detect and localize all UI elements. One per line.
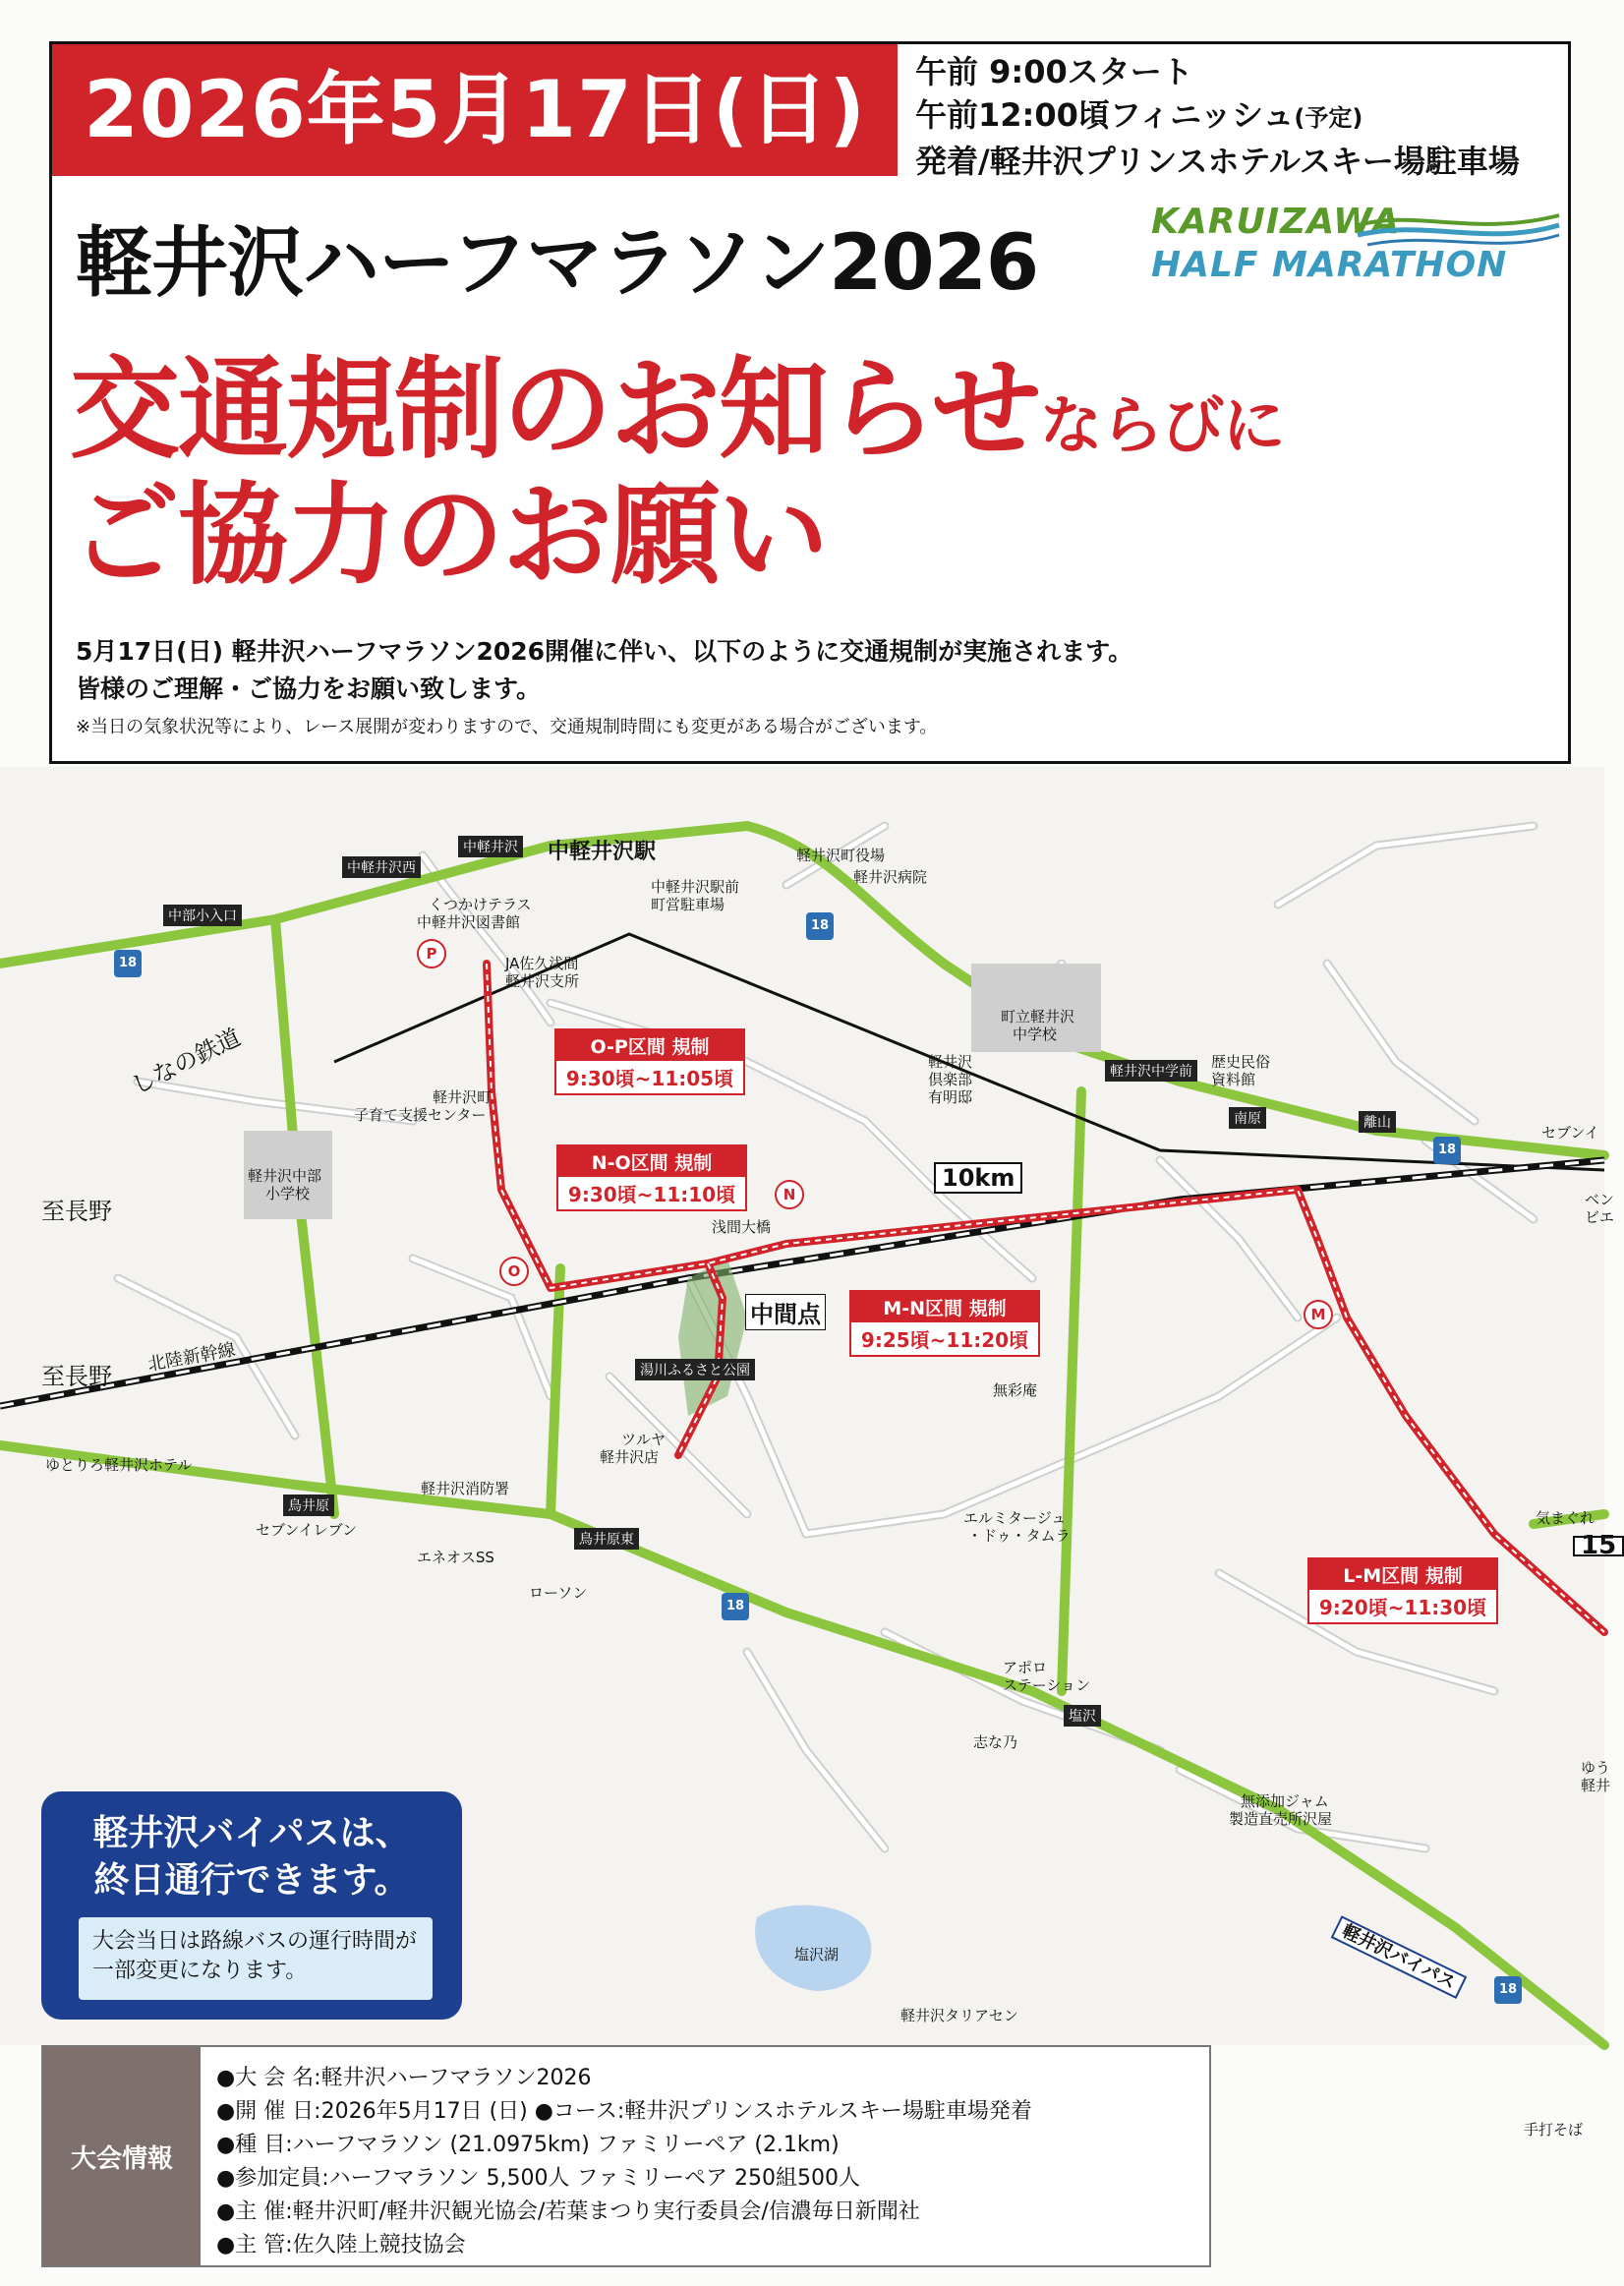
place-label: 気まぐれ [1536, 1509, 1595, 1527]
route-18-icon: 18 [1433, 1137, 1461, 1164]
finish-time-row [915, 93, 1520, 140]
railways [0, 934, 1604, 1406]
railway-label: しなの鉄道 [127, 1023, 246, 1100]
intro-text: 5月17日(日) 軽井沢ハーフマラソン2026開催に伴い、以下のように交通規制が実施されます。 [76, 637, 1133, 666]
place-label: 有明邸 [928, 1088, 973, 1106]
point-o: O [499, 1257, 529, 1286]
intro-note: ※当日の気象状況等により、レース展開が変わりますので、交通規制時間にも変更がある場合がございます。 [76, 717, 938, 737]
regulation-lm [1307, 1557, 1498, 1624]
place-label: ツルヤ [621, 1431, 667, 1448]
info-row: ●主 催:軽井沢町/軽井沢観光協会/若葉まつり実行委員会/信濃毎日新聞社 [216, 2199, 920, 2224]
regulation-section: L-M区間 規制 [1309, 1559, 1496, 1590]
point-m: M [1304, 1300, 1333, 1329]
bypass-notice [41, 1791, 462, 2020]
finish-time: 午前12:00頃フィニッシュ [915, 96, 1295, 134]
place-label: 軽井沢町 [433, 1088, 493, 1106]
logo-line1: KARUIZAWA [1151, 202, 1401, 242]
event-info-label: 大会情報 [43, 2047, 201, 2265]
place-label: 軽井沢 [928, 1053, 973, 1071]
bypass-sign: 軽井沢バイパス [1331, 1915, 1467, 1999]
place-label: 塩沢 [1064, 1705, 1101, 1727]
place-label: ベン [1585, 1191, 1615, 1208]
regulation-op [554, 1028, 745, 1095]
place-label: 軽井沢病院 [853, 868, 928, 886]
logo-line2: HALF MARATHON [1151, 245, 1508, 285]
event-info [41, 2045, 1211, 2267]
station-label: 中軽井沢駅 [548, 840, 657, 864]
place-label: ステーション [1003, 1676, 1091, 1694]
place-label: 志な乃 [973, 1733, 1018, 1751]
place-label: セブンイ [1541, 1124, 1599, 1142]
place-label: 浅間大橋 [712, 1218, 772, 1236]
event-times [915, 50, 1520, 183]
place-label: 軽井 [1581, 1777, 1611, 1794]
regulation-time: 9:30頃~11:05頃 [565, 1067, 734, 1090]
place-label: 手打そば [1524, 2121, 1584, 2139]
place-label: ゆとりろ軽井沢ホテル [45, 1456, 193, 1474]
place-label: セブンイレブン [256, 1521, 358, 1539]
regulation-section: N-O区間 規制 [558, 1146, 745, 1177]
place-label: 中軽井沢駅前 [651, 878, 740, 896]
bus-note: 大会当日は路線バスの運行時間が一部変更になります。 [79, 1917, 433, 2000]
place-label: ・ドゥ・タムラ [967, 1527, 1071, 1545]
place-label: 中部小入口 [163, 905, 242, 926]
place-label: 製造直売所沢屋 [1229, 1810, 1333, 1828]
logo-swoosh-icon [1358, 204, 1564, 263]
regulation-time: 9:30頃~11:10頃 [567, 1183, 736, 1206]
regulation-no [556, 1144, 747, 1211]
place-label: ビエ [1585, 1208, 1615, 1226]
route-15-icon: 15 [1573, 1536, 1624, 1556]
point-p: P [417, 939, 446, 968]
regulation-time: 9:25頃~11:20頃 [860, 1328, 1029, 1352]
place-label: 倶楽部 [928, 1071, 973, 1088]
place-label: 歴史民俗 [1211, 1053, 1271, 1071]
info-row: ●開 催 日:2026年5月17日 (日) ●コース:軽井沢プリンスホテルスキー場駐車場発着 [216, 2099, 1032, 2124]
info-row: ●大 会 名:軽井沢ハーフマラソン2026 [216, 2066, 592, 2090]
intro-text-2: 皆様のご理解・ご協力をお願い致します。 [76, 674, 542, 703]
regulation-mn [849, 1290, 1040, 1357]
info-row: ●参加定員:ハーフマラソン 5,500人 ファミリーペア 250組500人 [216, 2166, 861, 2191]
place-label: 中軽井沢 [458, 836, 523, 857]
finish-note: (予定) [1294, 104, 1363, 132]
route-18-icon: 18 [114, 950, 142, 977]
place-label: エネオスSS [417, 1549, 494, 1566]
place-label: 塩沢湖 [794, 1946, 840, 1964]
bypass-line1: 軽井沢バイパスは、 [92, 1813, 411, 1853]
place-label: JA佐久浅間 [505, 955, 579, 972]
place-label: 軽井沢中学前 [1105, 1060, 1197, 1082]
place-label: 町立軽井沢 [1001, 1008, 1075, 1026]
venue: 発着/軽井沢プリンスホテルスキー場駐車場 [915, 143, 1520, 180]
minor-roads-inner [118, 826, 1534, 1848]
event-logo [1151, 202, 1564, 300]
heading-1: 交通規制のお知らせ [70, 346, 1040, 474]
place-label: 資料館 [1211, 1071, 1256, 1088]
place-label: エルミタージュ [963, 1509, 1067, 1527]
header-box [49, 41, 1571, 764]
sub-heading: ご協力のお願い [70, 472, 827, 600]
place-label: 軽井沢店 [600, 1448, 660, 1466]
direction-label: 至長野 [41, 1198, 112, 1225]
place-label: 無彩庵 [993, 1381, 1038, 1399]
place-label: ゆう [1581, 1759, 1611, 1777]
distance-marker: 10km [934, 1162, 1022, 1194]
place-label: アポロ [1003, 1659, 1048, 1676]
event-date: 2026年5月17日(日) [52, 44, 898, 176]
regulation-section: O-P区間 規制 [556, 1030, 743, 1061]
start-time: 午前 9:00スタート [915, 53, 1193, 90]
place-label: ローソン [529, 1584, 588, 1602]
place-label: 子育て支援センター [354, 1106, 487, 1124]
direction-label: 至長野 [41, 1363, 112, 1390]
place-label: 軽井沢支所 [505, 972, 580, 990]
place-label: 小学校 [265, 1185, 311, 1202]
regulation-time: 9:20頃~11:30頃 [1318, 1596, 1487, 1619]
route-18-icon: 18 [806, 912, 834, 940]
place-label: 南原 [1229, 1107, 1266, 1129]
place-label: 無添加ジャム [1241, 1792, 1329, 1810]
place-label: 鳥井原 [283, 1495, 334, 1516]
info-row: ●主 管:佐久陸上競技協会 [216, 2233, 466, 2257]
route-18-icon: 18 [1494, 1976, 1522, 2004]
heading-1-suffix: ならびに [1039, 390, 1284, 463]
place-label: 鳥井原東 [574, 1528, 639, 1550]
route-18-icon: 18 [722, 1593, 749, 1620]
point-n: N [775, 1180, 804, 1209]
regulation-section: M-N区間 規制 [851, 1292, 1038, 1322]
railway-label: 北陸新幹線 [145, 1339, 238, 1376]
place-label: 中軽井沢図書館 [417, 913, 521, 931]
midpoint-label: 中間点 [745, 1294, 826, 1330]
place-label: 中軽井沢西 [342, 856, 421, 878]
minor-roads [118, 826, 1534, 1848]
place-label: 離山 [1359, 1111, 1396, 1133]
place-label: 軽井沢中部 [248, 1167, 322, 1185]
place-label: 軽井沢タリアセン [900, 2007, 1018, 2024]
place-label: 町営駐車場 [651, 896, 725, 913]
info-row: ●種 目:ハーフマラソン (21.0975km) ファミリーペア (2.1km) [216, 2133, 840, 2157]
bypass-line2: 終日通行できます。 [93, 1860, 410, 1901]
place-label: 中学校 [1013, 1026, 1058, 1043]
place-label: 湯川ふるさと公園 [635, 1359, 755, 1380]
place-label: くつかけテラス [429, 896, 532, 913]
event-title: 軽井沢ハーフマラソン2026 [76, 219, 1039, 308]
place-label: 軽井沢町役場 [796, 847, 886, 864]
place-label: 軽井沢消防署 [421, 1480, 510, 1497]
